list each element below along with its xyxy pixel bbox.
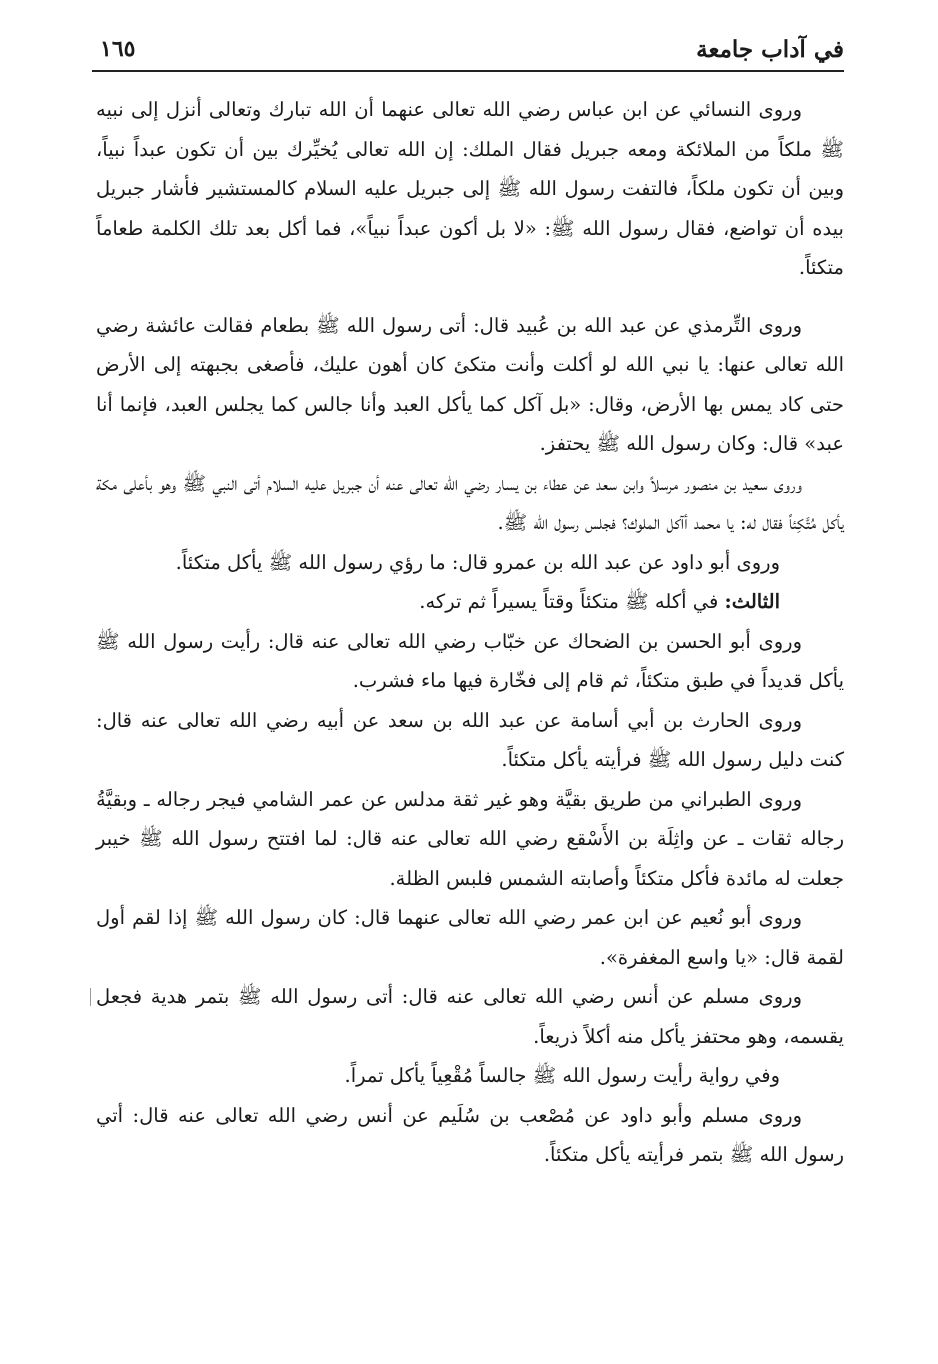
paragraph: الثالث: في أكله ﷺ متكئاً وقتاً يسيراً ثم تركه. <box>419 590 780 613</box>
paragraph: وروى الحارث بن أبي أسامة عن عبد الله بن سعد عن أبيه رضي الله تعالى عنه قال: كنت دليل رسول الله ﷺ فرأيته يأكل متكئاً. <box>96 708 844 771</box>
section-label: الثالث: <box>724 590 780 613</box>
margin-mark <box>90 988 91 1006</box>
running-title: في آداب جامعة <box>696 36 844 63</box>
paragraph: وروى أبو الحسن بن الضحاك عن خبّاب رضي الله تعالى عنه قال: رأيت رسول الله ﷺ يأكل قديداً في طبق متكئاً، ثم قام إلى فخّارة فيها ماء فشرب. <box>96 629 844 692</box>
paragraph: وفي رواية رأيت رسول الله ﷺ جالساً مُقْعِياً يأكل تمراً. <box>344 1064 780 1087</box>
page-number: ١٦٥ <box>100 36 136 62</box>
page-body <box>96 90 844 1175</box>
page-header <box>92 32 844 72</box>
paragraph: وروى أبو نُعيم عن ابن عمر رضي الله تعالى عنهما قال: كان رسول الله ﷺ إذا لقم أول لقمة قال: «يا واسع المغفرة». <box>96 906 844 969</box>
paragraph: وروى التِّرمذي عن عبد الله بن عُبيد قال: أتى رسول الله ﷺ بطعام فقالت عائشة رضي الله تعالى عنها: يا نبي الله لو أكلت وأنت متكئ كان أهون عليك، فأصغى بجبهته إلى الأرض حتى كاد يمس بها الأرض، وقال: «بل آكل كما يأكل العبد وأنا جالس كما يجلس العبد، فإنما أنا عبد» قال: وكان رسول الله ﷺ يحتفز. <box>96 313 844 455</box>
paragraph: وروى النسائي عن ابن عباس رضي الله تعالى عنهما أن الله تبارك وتعالى أنزل إلى نبيه ﷺ ملكاً من الملائكة ومعه جبريل فقال الملك: إن الله تعالى يُخيِّرك بين أن تكون عبداً نبياً، وبين أن تكون ملكاً، فالتفت رسول الله ﷺ إلى جبريل عليه السلام كالمستشير فأشار جبريل بيده أن تواضع، فقال رسول الله ﷺ: «لا بل أكون عبداً نبياً»، فما أكل بعد تلك الكلمة طعاماً متكئاً. <box>96 98 844 279</box>
paragraph: وروى أبو داود عن عبد الله بن عمرو قال: ما رؤي رسول الله ﷺ يأكل متكئاً. <box>175 550 780 574</box>
header-rule <box>92 70 844 72</box>
paragraph: وروى الطبراني من طريق بقيَّة وهو غير ثقة مدلس عن عمر الشامي فيجر رجاله ـ وبقيَّةُ رجاله ثقات ـ عن واثِلَة بن الأَسْقع رضي الله تعالى عنه قال: لما افتتح رسول الله ﷺ خيبر جعلت له مائدة فأكل متكئاً وأصابته الشمس فلبس الظلة. <box>96 787 844 890</box>
paragraph: وروى سعيد بن منصور مرسلاً وابن سعد عن عطاء بن يسار رضي الله تعالى عنه أن جبريل عليه السلام أتى النبي ﷺ وهو بأعلى مكة يأكل مُتَّكِئاً فقال له: يا محمد أآكل الملوك؟ فجلس رسول الله ﷺ. <box>96 471 844 534</box>
paragraph: وروى مسلم وأبو داود عن مُصْعب بن سُلَيم عن أنس رضي الله تعالى عنه قال: أتي رسول الله ﷺ بتمر فرأيته يأكل متكئاً. <box>96 1103 844 1166</box>
paragraph: وروى مسلم عن أنس رضي الله تعالى عنه قال: أتى رسول الله ﷺ بتمر هدية فجعل يقسمه، وهو محتفز يأكل منه أكلاً ذريعاً. <box>96 985 844 1048</box>
